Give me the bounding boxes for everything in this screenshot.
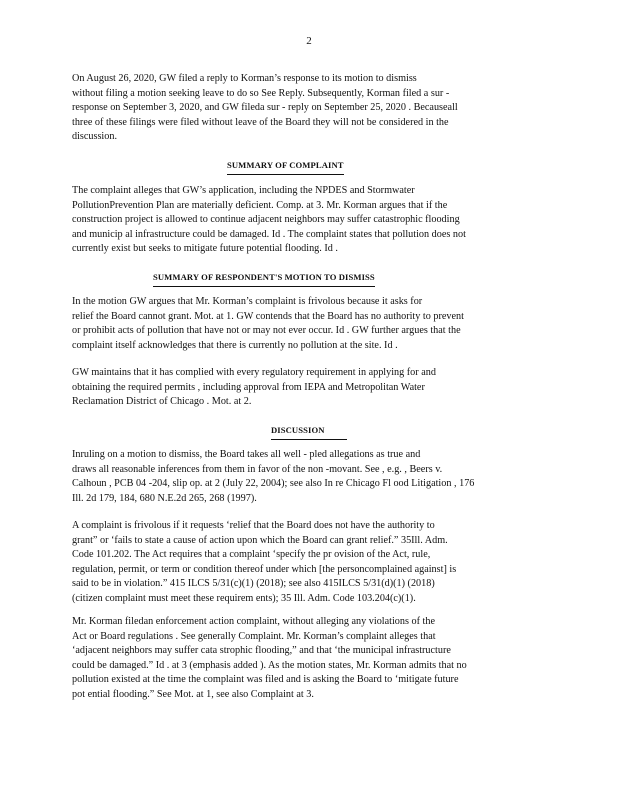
page-number: 2 (306, 35, 312, 47)
text-line: response on September 3, 2020, and GW fileda sur - reply on September 25, 2020 . Becauseall (72, 102, 458, 114)
paragraph-reply-history (72, 72, 532, 145)
heading-summary-of-complaint: SUMMARY OF COMPLAINT (227, 158, 344, 173)
text-line: without filing a motion seeking leave to do so See Reply. Subsequently, Korman filed a sur - (72, 87, 450, 99)
text-line: and municip al infrastructure could be damaged. Id . The complaint states that pollution does not (72, 228, 466, 240)
text-line: currently exist but seeks to mitigate future potential flooding. Id . (72, 243, 338, 255)
text-line: pollution existed at the time the complaint was filed and is asking the Board to ‘mitigate future (72, 674, 459, 686)
heading-discussion: DISCUSSION (271, 423, 325, 438)
text-line: Reclamation District of Chicago . Mot. at 2. (72, 396, 252, 408)
text-line: (citizen complaint must meet these requirem ents); 35 Ill. Adm. Code 103.204(c)(1). (72, 592, 416, 604)
text-line: GW maintains that it has complied with every regulatory requirement in applying for and (72, 367, 436, 378)
paragraph-korman-complaint-analysis (72, 615, 532, 703)
text-line: complaint itself acknowledges that there is currently no pollution at the site. Id . (72, 339, 398, 351)
text-line: Act or Board regulations . See generally Complaint. Mr. Korman’s complaint alleges that (72, 630, 436, 642)
text-line: regulation, permit, or term or condition thereof under which [the personcomplained against] is (72, 563, 457, 575)
text-line: On August 26, 2020, GW filed a reply to Korman’s response to its motion to dismiss (72, 73, 417, 84)
paragraph-motion-argument (72, 295, 532, 353)
text-line: obtaining the required permits , including approval from IEPA and Metropolitan Water (72, 381, 425, 393)
text-line: PollutionPrevention Plan are materially deficient. Comp. at 3. Mr. Korman argues that if the (72, 199, 448, 211)
paragraph-frivolous-definition (72, 519, 532, 607)
text-line: could be damaged.” Id . at 3 (emphasis added ). As the motion states, Mr. Korman admits that no (72, 659, 467, 671)
heading-summary-of-motion: SUMMARY OF RESPONDENT'S MOTION TO DISMISS (153, 270, 375, 285)
text-line: The complaint alleges that GW’s application, including the NPDES and Stormwater (72, 185, 415, 196)
text-line: In the motion GW argues that Mr. Korman’s complaint is frivolous because it asks for (72, 296, 423, 307)
text-line: A complaint is frivolous if it requests ‘relief that the Board does not have the authority to (72, 520, 435, 531)
text-line: grant” or ‘fails to state a cause of action upon which the Board can grant relief.” 35Ill. Adm. (72, 534, 448, 546)
text-line: three of these filings were filed without leave of the Board they will not be considered in the (72, 116, 449, 128)
text-line: or prohibit acts of pollution that have not or may not ever occur. Id . GW further argues that the (72, 325, 461, 337)
text-line: draws all reasonable inferences from them in favor of the non -movant. See , e.g. , Beers v. (72, 463, 443, 475)
text-line: pot ential flooding.” See Mot. at 1, see also Complaint at 3. (72, 688, 314, 700)
text-line: Code 101.202. The Act requires that a complaint ‘specify the pr ovision of the Act, rule, (72, 549, 431, 561)
paragraph-gw-compliance (72, 366, 532, 410)
paragraph-motion-to-dismiss-standard (72, 448, 532, 506)
text-line: Ill. 2d 179, 184, 680 N.E.2d 265, 268 (1997). (72, 492, 257, 504)
text-line: Calhoun , PCB 04 -204, slip op. at 2 (July 22, 2004); see also In re Chicago Fl ood Litigation , 176 (72, 478, 475, 490)
paragraph-complaint-summary (72, 184, 532, 257)
text-line: relief the Board cannot grant. Mot. at 1. GW contends that the Board has no authority to prevent (72, 310, 464, 322)
text-line: ‘adjacent neighbors may suffer cata strophic flooding,” and that ‘the municipal infrastructure (72, 645, 451, 657)
text-line: Mr. Korman filedan enforcement action complaint, without alleging any violations of the (72, 616, 435, 627)
text-line: said to be in violation.” 415 ILCS 5/31(c)(1) (2018); see also 415ILCS 5/31(d)(1) (2018) (72, 578, 435, 590)
text-line: discussion. (72, 131, 117, 143)
text-line: construction project is allowed to continue adjacent neighbors may suffer catastrophic flooding (72, 214, 460, 226)
text-line: Inruling on a motion to dismiss, the Board takes all well - pled allegations as true and (72, 449, 421, 460)
